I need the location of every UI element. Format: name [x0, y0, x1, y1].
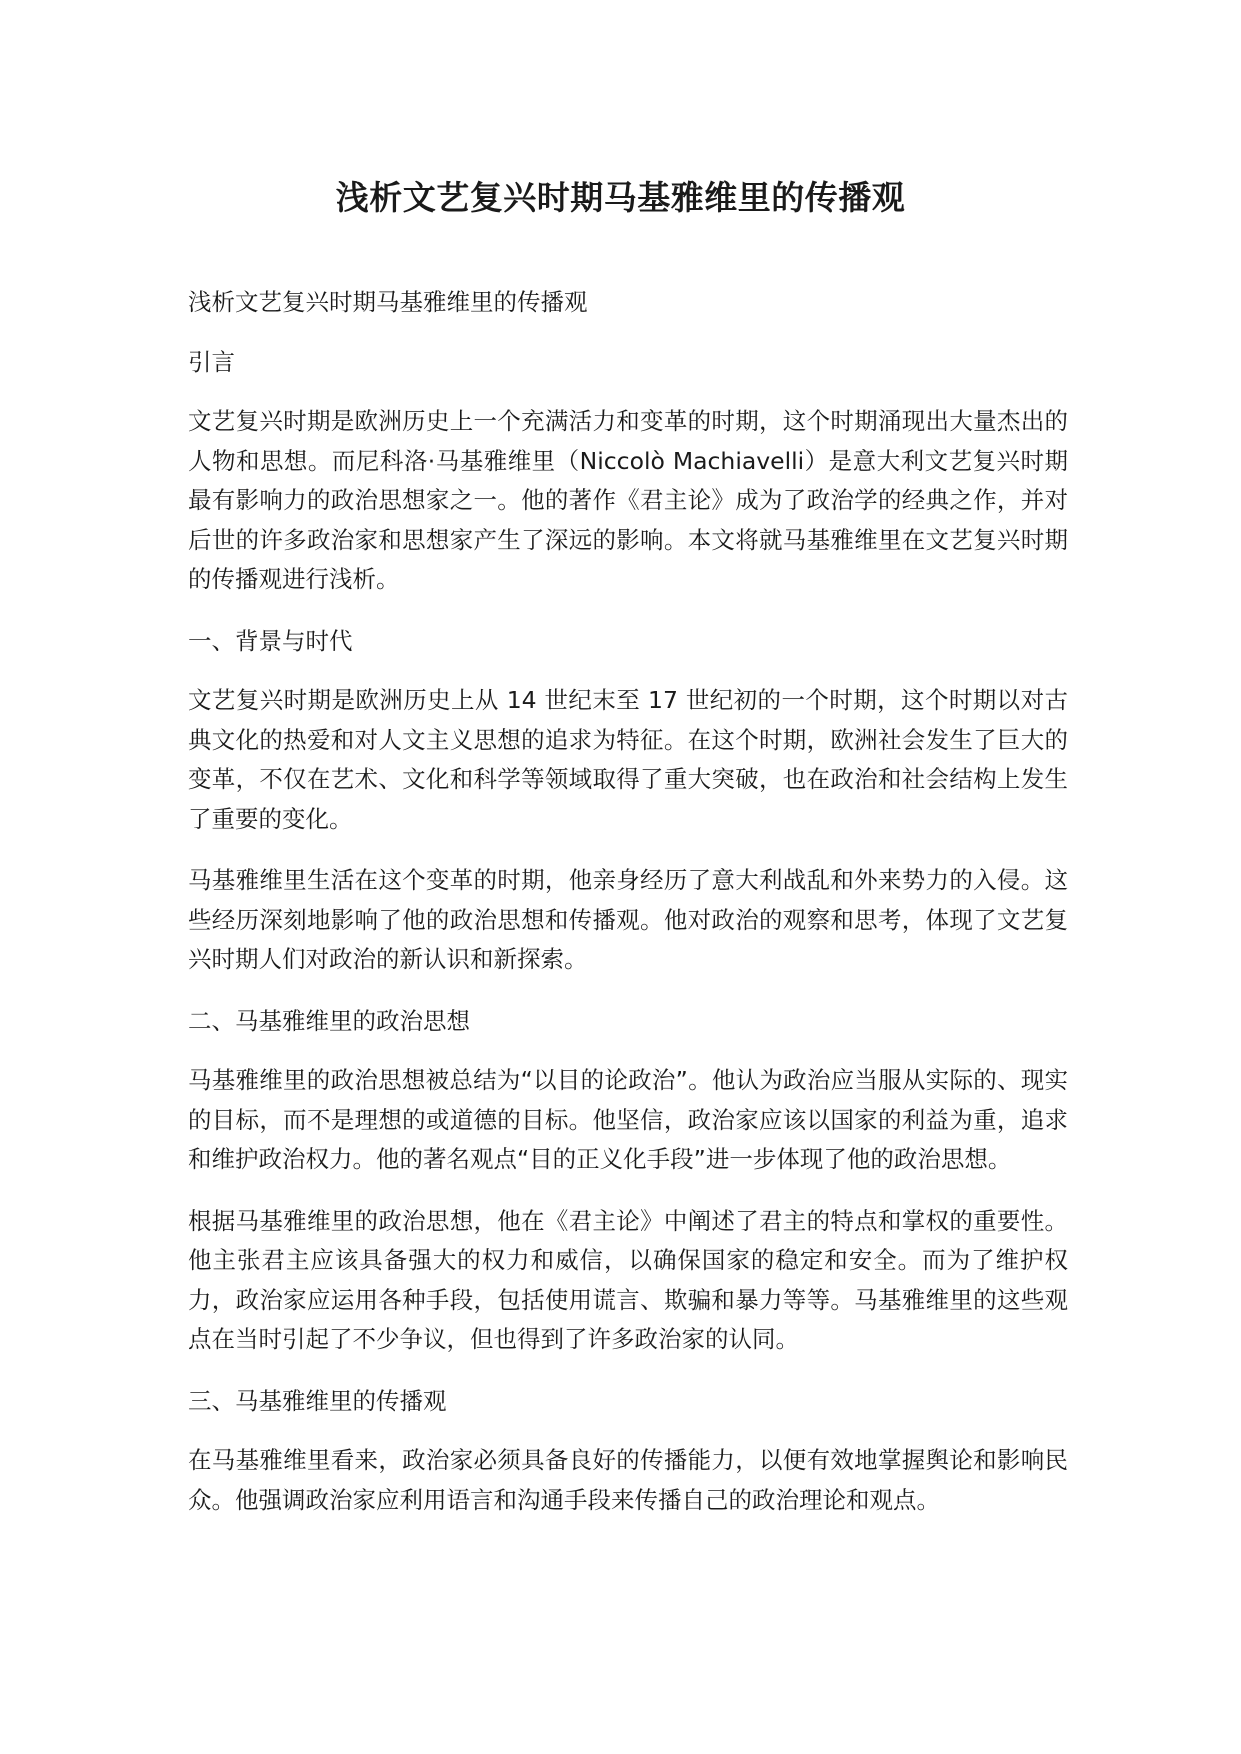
section1-paragraph-2: 马基雅维里生活在这个变革的时期，他亲身经历了意大利战乱和外来势力的入侵。这些经历深刻地影响了他的政治思想和传播观。他对政治的观察和思考，体现了文艺复兴时期人们对政治的新认识和新探索。: [188, 866, 1068, 973]
section2-heading: 二、马基雅维里的政治思想: [188, 1006, 470, 1035]
document-title: 浅析文艺复兴时期马基雅维里的传播观: [335, 178, 906, 217]
section1-heading: 一、背景与时代: [188, 626, 353, 655]
section3-paragraph-1: 在马基雅维里看来，政治家必须具备良好的传播能力，以便有效地掌握舆论和影响民众。他强调政治家应利用语言和沟通手段来传播自己的政治理论和观点。: [188, 1446, 1068, 1514]
intro-paragraph: 文艺复兴时期是欧洲历史上一个充满活力和变革的时期，这个时期涌现出大量杰出的人物和思想。而尼科洛·马基雅维里（Niccolò Machiavelli）是意大利文艺复兴时期最有影响力的政治思想家之一。他的著作《君主论》成为了政治学的经典之作，并对后世的许多政治家和思想家产生了深远的影响。本文将就马基雅维里在文艺复兴时期的传播观进行浅析。: [188, 407, 1068, 593]
section2-paragraph-1: 马基雅维里的政治思想被总结为“以目的论政治”。他认为政治应当服从实际的、现实的目标，而不是理想的或道德的目标。他坚信，政治家应该以国家的利益为重，追求和维护政治权力。他的著名观点“目的正义化手段”进一步体现了他的政治思想。: [188, 1066, 1068, 1173]
section2-paragraph-2: 根据马基雅维里的政治思想，他在《君主论》中阐述了君主的特点和掌权的重要性。他主张君主应该具备强大的权力和威信，以确保国家的稳定和安全。而为了维护权力，政治家应运用各种手段，包括使用谎言、欺骗和暴力等等。马基雅维里的这些观点在当时引起了不少争议，但也得到了许多政治家的认同。: [188, 1206, 1068, 1353]
section1-paragraph-1: 文艺复兴时期是欧洲历史上从 14 世纪末至 17 世纪初的一个时期，这个时期以对古典文化的热爱和对人文主义思想的追求为特征。在这个时期，欧洲社会发生了巨大的变革，不仅在艺术、文化和科学等领域取得了重大突破，也在政治和社会结构上发生了重要的变化。: [188, 686, 1068, 833]
document-subtitle: 浅析文艺复兴时期马基雅维里的传播观: [188, 288, 588, 316]
intro-heading: 引言: [188, 347, 235, 376]
document-body: [188, 283, 1068, 1542]
section3-heading: 三、马基雅维里的传播观: [188, 1386, 447, 1415]
